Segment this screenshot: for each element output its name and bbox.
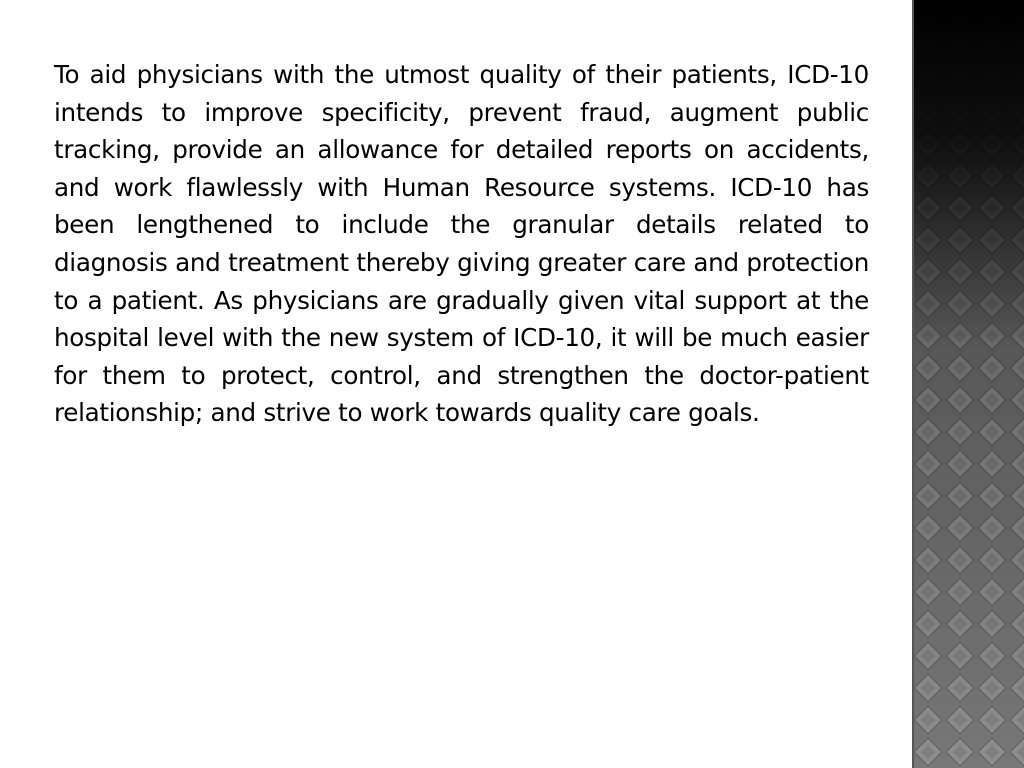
- slide-body-text: To aid physicians with the utmost quality of their patients, ICD-10 intends to improve specificity, prevent fraud, augment public tracking, provide an allowance for detailed reports on accidents, and work flawlessly with Human Resource systems. ICD-10 has been lengthened to include the granular details related to diagnosis and treatment thereby giving greater care and protection to a patient. As physicians are gradually given vital support at the hospital level with the new system of ICD-10, it will be much easier for them to protect, control, and strengthen the doctor-patient relationship; and strive to work towards quality care goals.: [54, 60, 869, 428]
- diamond-pattern: [912, 0, 1024, 768]
- decorative-side-panel: [912, 0, 1024, 768]
